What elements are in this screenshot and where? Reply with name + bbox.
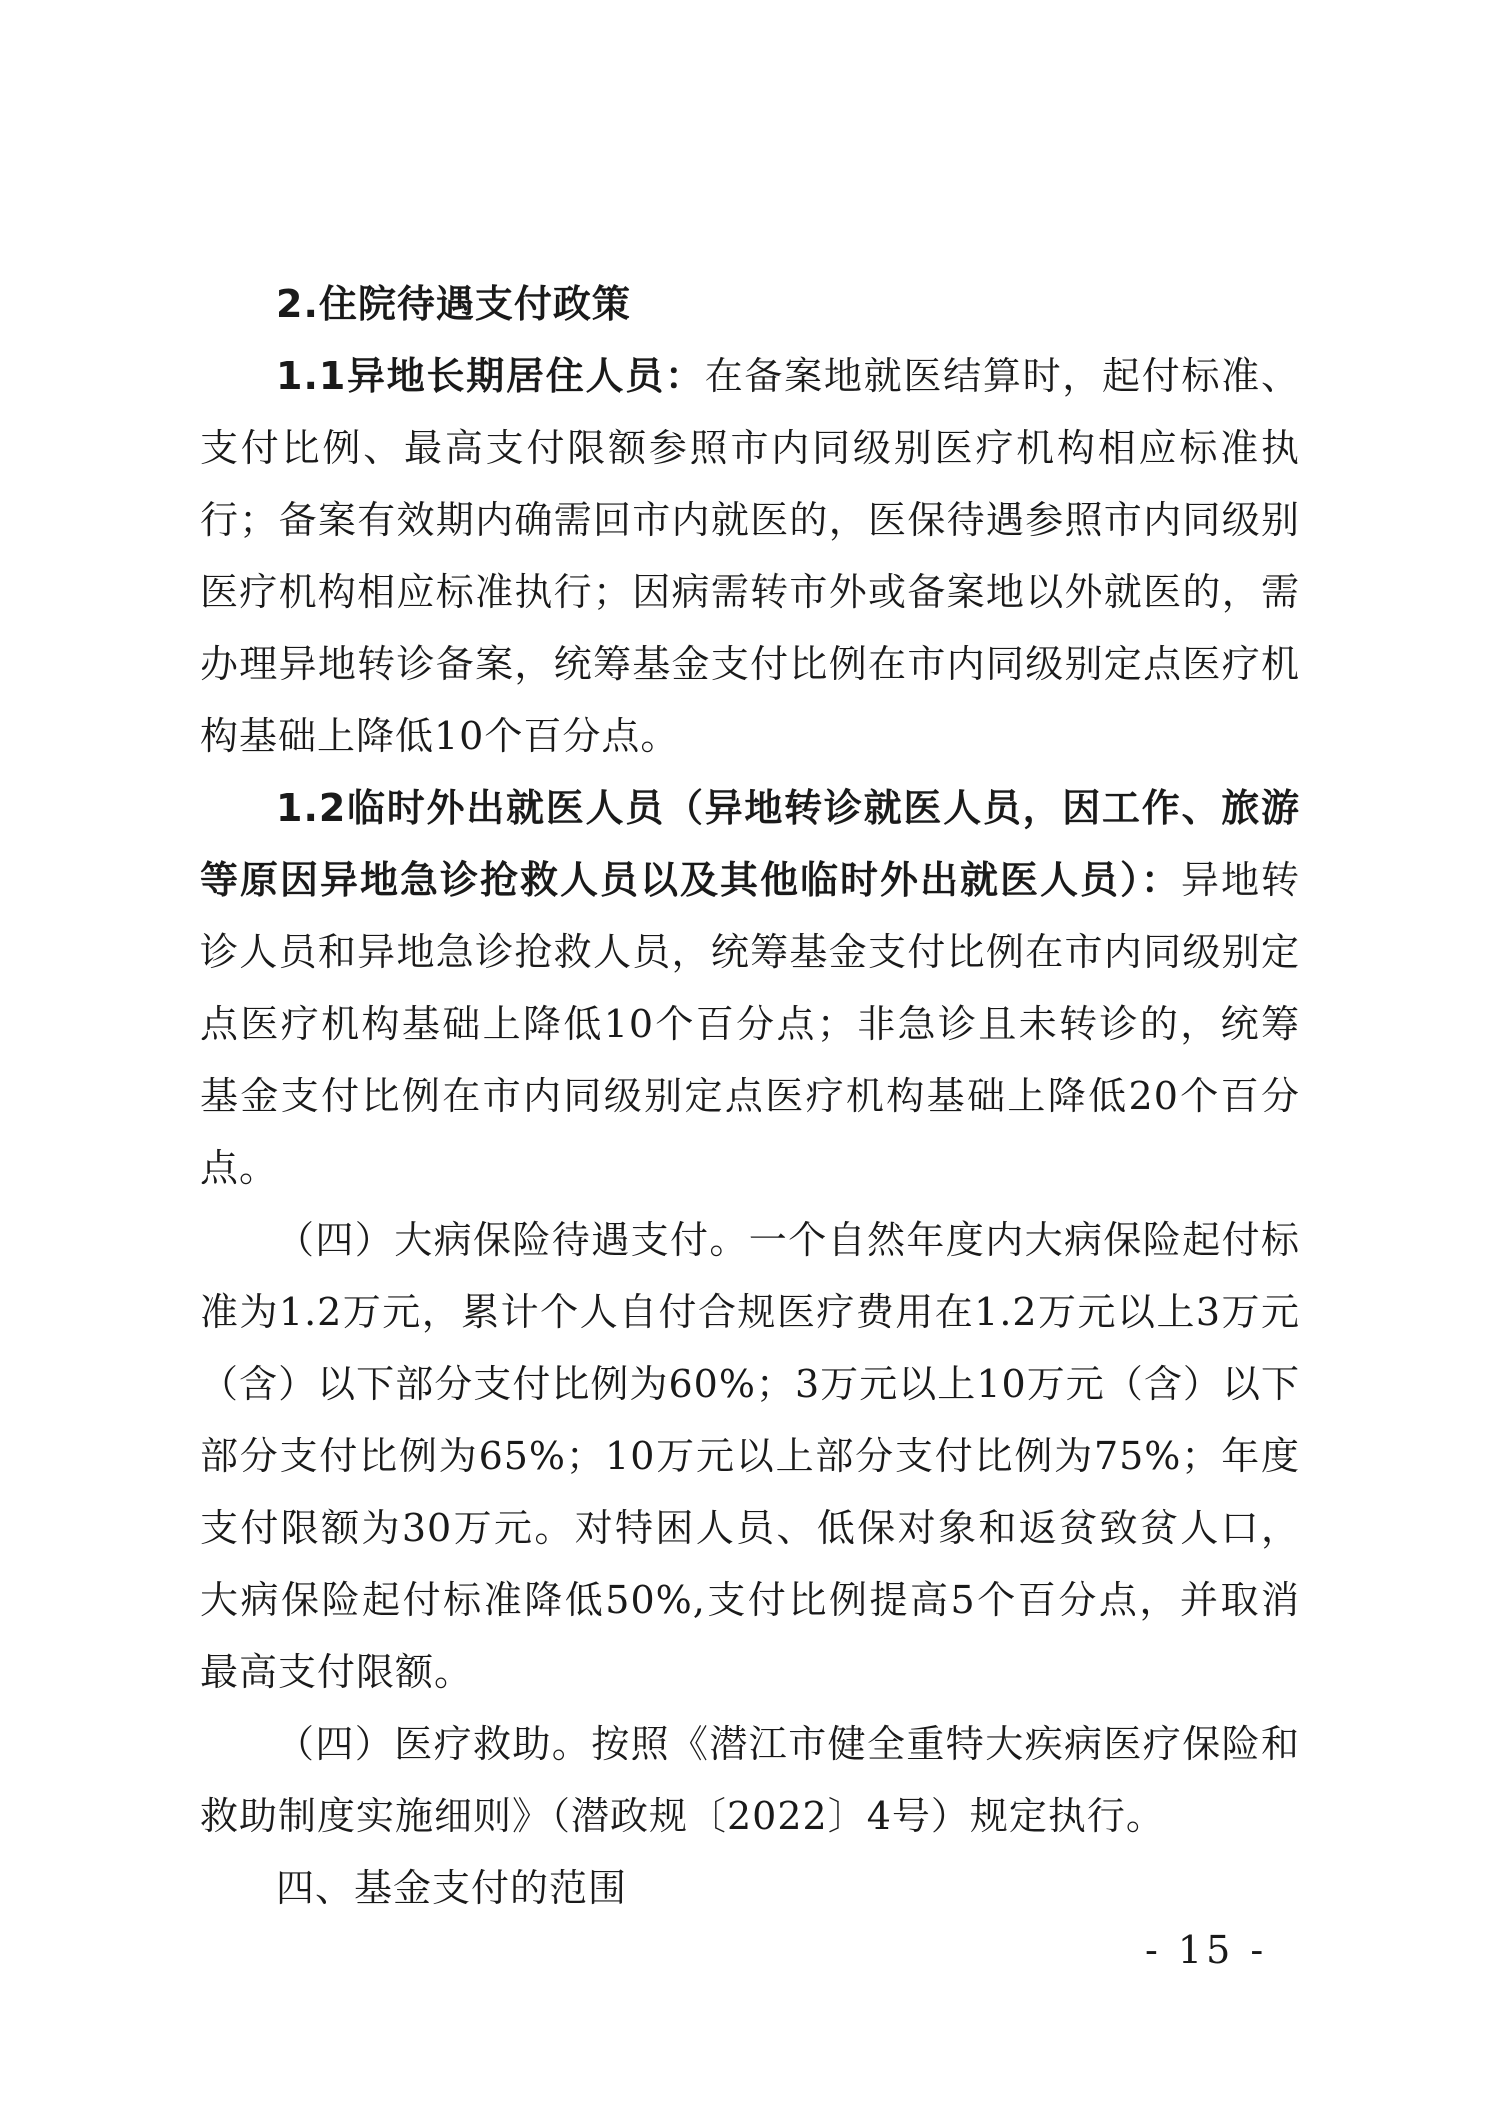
paragraph-remote-long-term-residents [200, 340, 1300, 772]
paragraph-body-1-1: 在备案地就医结算时，起付标准、支付比例、最高支付限额参照市内同级别医疗机构相应标准执行；备案有效期内确需回市内就医的，医保待遇参照市内同级别医疗机构相应标准执行；因病需转市外或备案地以外就医的，需办理异地转诊备案，统筹基金支付比例在市内同级别定点医疗机构基础上降低10个百分点。 [200, 354, 1300, 758]
paragraph-lead-1-2: 1.2临时外出就医人员（异地转诊就医人员，因工作、旅游等原因异地急诊抢救人员以及其他临时外出就医人员）： [200, 786, 1300, 902]
paragraph-body-1-2: 异地转诊人员和异地急诊抢救人员，统筹基金支付比例在市内同级别定点医疗机构基础上降低10个百分点；非急诊且未转诊的，统筹基金支付比例在市内同级别定点医疗机构基础上降低20个百分点。 [200, 858, 1300, 1190]
paragraph-lead-1-1: 1.1异地长期居住人员： [276, 354, 705, 398]
page-number: - 15 - [1145, 1928, 1268, 1972]
section-heading: 2.住院待遇支付政策 [276, 282, 631, 326]
document-body [200, 268, 1300, 1924]
paragraph-fund-scope-heading: 四、基金支付的范围 [276, 1866, 628, 1910]
paragraph-critical-illness-insurance: （四）大病保险待遇支付。一个自然年度内大病保险起付标准为1.2万元，累计个人自付合规医疗费用在1.2万元以上3万元（含）以下部分支付比例为60%；3万元以上10万元（含）以下部分支付比例为65%；10万元以上部分支付比例为75%；年度支付限额为30万元。对特困人员、低保对象和返贫致贫人口，大病保险起付标准降低50%,支付比例提高5个百分点，并取消最高支付限额。 [200, 1218, 1300, 1694]
paragraph-temporary-outbound-patients [200, 772, 1300, 1204]
paragraph-medical-aid: （四）医疗救助。按照《潜江市健全重特大疾病医疗保险和救助制度实施细则》（潜政规〔2022〕4号）规定执行。 [200, 1722, 1300, 1838]
